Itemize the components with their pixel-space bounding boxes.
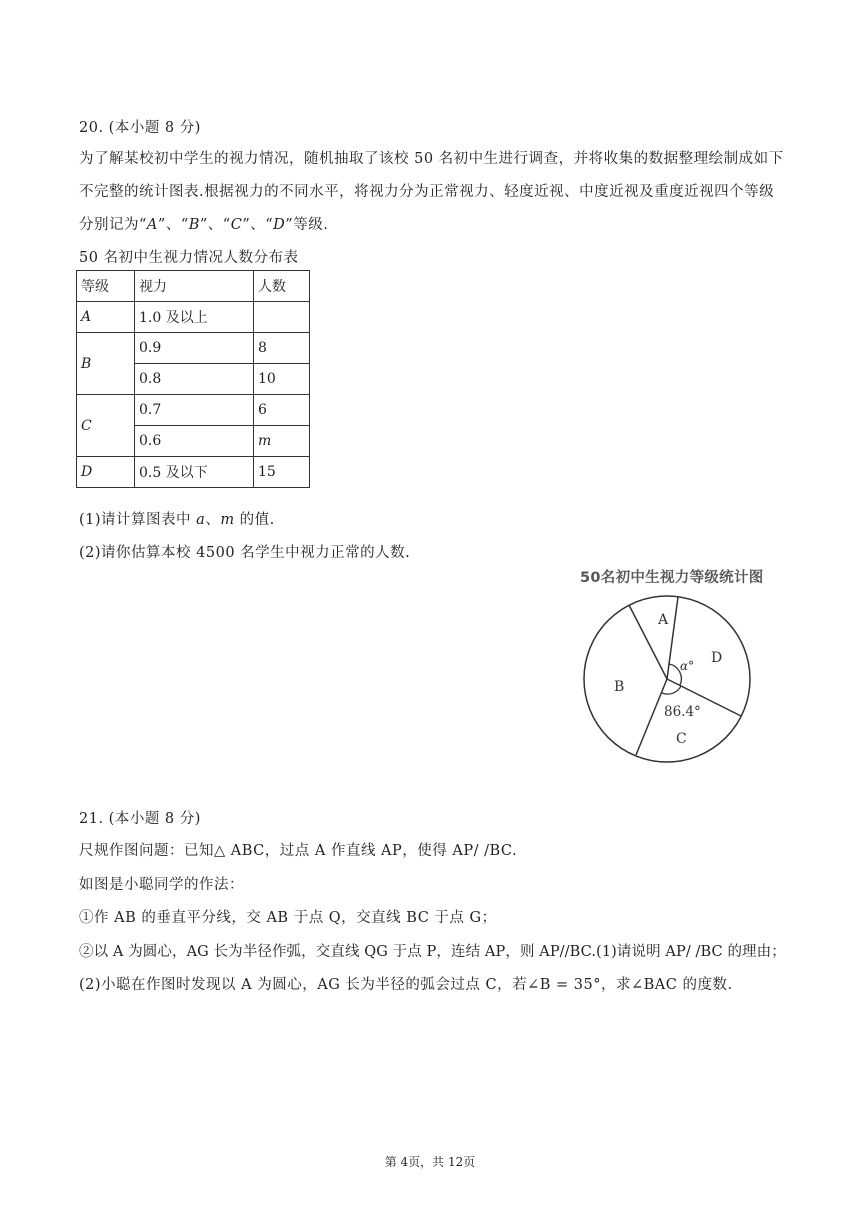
table-title: 50 名初中生视力情况人数分布表	[79, 250, 299, 266]
vision-cell: 0.8	[135, 364, 254, 395]
pie-label-a: A	[658, 612, 669, 628]
q21-line-4: ②以 A 为圆心，AG 长为半径作弧，交直线 QG 于点 P，连结 AP，则 AP//BC.(1)请说明 AP/ /BC 的理由；	[79, 944, 786, 960]
pie-label-b: B	[614, 679, 625, 695]
vision-cell: 1.0 及以上	[135, 302, 254, 333]
grade-letter: B	[188, 217, 200, 233]
angle-86-label: 86.4°	[664, 704, 701, 720]
q20-paragraph-line-3	[79, 213, 328, 234]
grade-cell: C	[77, 395, 135, 457]
text-segment: ”、“	[157, 217, 189, 233]
text-segment: 的值.	[234, 512, 275, 528]
header-cell: 视力	[135, 271, 254, 302]
count-cell	[254, 302, 310, 333]
vision-distribution-table	[76, 270, 310, 488]
q20-header: 20. (本小题 8 分)	[79, 120, 201, 136]
q20-paragraph-line-1: 为了解某校初中学生的视力情况，随机抽取了该校 50 名初中生进行调查，并将收集的数据整理绘制成如下	[79, 151, 784, 167]
q20-subquestion-2: (2)请你估算本校 4500 名学生中视力正常的人数.	[79, 545, 411, 561]
header-cell: 等级	[77, 271, 135, 302]
pie-label-d: D	[711, 650, 723, 666]
pie-label-c: C	[676, 731, 687, 747]
table-row	[77, 333, 310, 364]
text-segment: ”等级.	[285, 217, 329, 233]
q20-subquestion-1	[79, 508, 275, 529]
text-segment: ”、“	[199, 217, 231, 233]
grade-letter: A	[146, 217, 158, 233]
grade-letter: C	[230, 217, 243, 233]
grade-letter: D	[273, 217, 286, 233]
count-cell: m	[254, 426, 310, 457]
table-row	[77, 457, 310, 488]
alpha-angle-label: α°	[680, 659, 695, 673]
vision-pie-chart	[578, 590, 778, 768]
q21-line-2: 如图是小聪同学的作法：	[79, 877, 244, 893]
page-footer: 第 4页，共 12页	[384, 1155, 476, 1169]
grade-cell: D	[77, 457, 135, 488]
vision-cell: 0.7	[135, 395, 254, 426]
grade-cell: B	[77, 333, 135, 395]
table-header-row	[77, 271, 310, 302]
vision-cell: 0.6	[135, 426, 254, 457]
q21-line-5: (2)小聪在作图时发现以 A 为圆心，AG 长为半径的弧会过点 C，若∠B = 35°，求∠BAC 的度数.	[79, 977, 733, 993]
variable-a: a	[196, 512, 206, 528]
header-cell: 人数	[254, 271, 310, 302]
variable-m: m	[220, 512, 235, 528]
text-segment: (1)请计算图表中	[79, 512, 197, 528]
count-cell: 8	[254, 333, 310, 364]
count-cell: 6	[254, 395, 310, 426]
q20-paragraph-line-2: 不完整的统计图表.根据视力的不同水平，将视力分为正常视力、轻度近视、中度近视及重度近视四个等级	[79, 184, 775, 200]
text-segment: ”、“	[242, 217, 274, 233]
text-segment: 、	[205, 512, 221, 528]
vision-cell: 0.5 及以下	[135, 457, 254, 488]
pie-divider-c-b	[636, 679, 667, 755]
text-segment: 分别记为“	[79, 217, 147, 233]
q21-header: 21. (本小题 8 分)	[79, 811, 201, 827]
grade-cell: A	[77, 302, 135, 333]
count-cell: 15	[254, 457, 310, 488]
q21-line-1: 尺规作图问题：已知△ ABC，过点 A 作直线 AP，使得 AP/ /BC.	[79, 843, 518, 859]
q21-line-3: ①作 AB 的垂直平分线，交 AB 于点 Q，交直线 BC 于点 G；	[79, 910, 497, 926]
pie-chart-title: 50名初中生视力等级统计图	[580, 570, 764, 586]
table-row	[77, 395, 310, 426]
angle-86-arc	[662, 686, 681, 694]
table-row	[77, 302, 310, 333]
vision-cell: 0.9	[135, 333, 254, 364]
count-cell: 10	[254, 364, 310, 395]
